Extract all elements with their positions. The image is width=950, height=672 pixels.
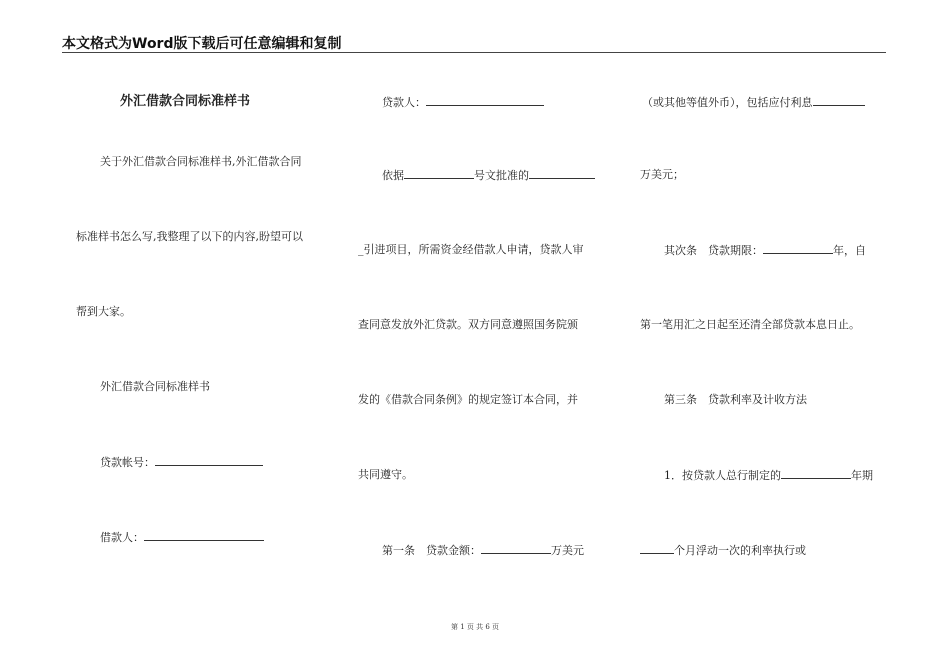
lender-blank [426, 95, 544, 106]
basis-text-b: 号文批准的 [474, 169, 529, 182]
article-3: 第三条 贷款利率及计收方法 [664, 393, 807, 406]
body-line-3: _引进项目，所需资金经借款人申请，贷款人审 [358, 243, 584, 256]
article-2-line [664, 243, 866, 258]
body-line-6: 共同遵守。 [358, 468, 413, 481]
lender-line [382, 95, 544, 110]
article-2-label: 其次条 贷款期限： [664, 244, 763, 257]
article-1-label: 第一条 贷款金额： [382, 544, 481, 557]
col3-line-7-text: 个月浮动一次的利率执行或 [674, 544, 806, 557]
basis-text-a: 依据 [382, 169, 404, 182]
col3-line-1 [642, 95, 865, 110]
months-blank [640, 543, 674, 554]
page-footer: 第 1 页 共 6 页 [450, 623, 500, 631]
amount-blank [481, 543, 551, 554]
basis-line [382, 168, 595, 183]
document-header: 本文格式为Word版下载后可任意编辑和复制 [62, 36, 342, 52]
article-2-tail: 年，自 [833, 244, 866, 257]
borrower-line [100, 530, 264, 545]
col3-line-7 [640, 543, 806, 558]
intro-line-1: 关于外汇借款合同标准样书,外汇借款合同 [100, 155, 302, 168]
account-blank [155, 455, 263, 466]
subtitle: 外汇借款合同标准样书 [100, 380, 210, 393]
body-line-4: 查同意发放外汇贷款。双方同意遵照国务院颁 [358, 318, 578, 331]
item-1-text-a: 1．按贷款人总行制定的 [664, 469, 781, 482]
term-blank [763, 243, 833, 254]
account-line [100, 455, 263, 470]
intro-line-3: 帮到大家。 [76, 305, 131, 318]
article-1-line [382, 543, 584, 558]
contract-title: 外汇借款合同标准样书 [120, 94, 251, 109]
borrower-label: 借款人： [100, 531, 144, 544]
borrower-blank [144, 530, 264, 541]
intro-line-2: 标准样书怎么写,我整理了以下的内容,盼望可以 [76, 230, 303, 243]
approval-number-blank [404, 168, 474, 179]
lender-label: 贷款人： [382, 96, 426, 109]
item-1-text-b: 年期 [851, 469, 873, 482]
header-rule [62, 52, 886, 53]
approval-blank [529, 168, 595, 179]
body-line-5: 发的《借款合同条例》的规定签订本合同，并 [358, 393, 578, 406]
interest-blank [813, 95, 865, 106]
col3-line-2: 万美元； [640, 168, 684, 181]
col3-line-1-text: （或其他等值外币），包括应付利息 [642, 96, 813, 109]
rate-blank [781, 468, 851, 479]
item-1-line [664, 468, 873, 483]
account-label: 贷款帐号： [100, 456, 155, 469]
article-1-unit: 万美元 [551, 544, 584, 557]
col3-line-4: 第一笔用汇之日起至还清全部贷款本息日止。 [640, 318, 860, 331]
